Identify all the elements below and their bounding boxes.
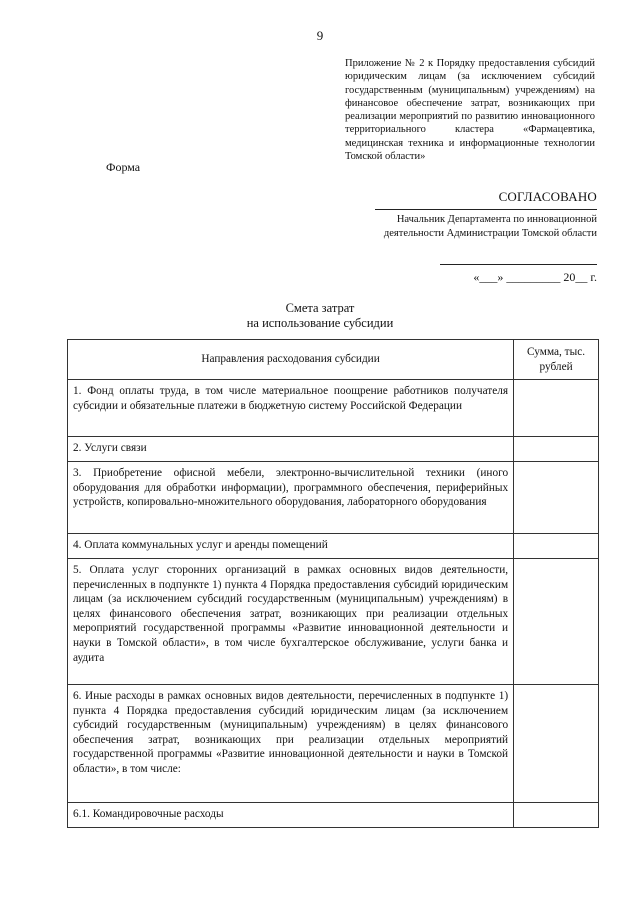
- row-amount-cell[interactable]: [514, 685, 599, 803]
- approval-date-line: «___» _________ 20__ г.: [473, 270, 597, 284]
- form-label: Форма: [106, 160, 141, 174]
- appendix-note: Приложение № 2 к Порядку предоставления субсидий юридическим лицам (за исключением субсидий государственным (муниципальным) учреждениям) на финансовое обеспечение затрат, возникающих при реализации мероприятий по развитию инновационного территориального кластера «Фармацевтика, медицинская техника и информационные технологии Томской области»: [345, 58, 595, 163]
- row-description: 3. Приобретение офисной мебели, электронно-вычислительной техники (иного оборудования для обработки информации), программного обеспечения, периферийных устройств, копировально-множительного оборудования, лабораторного оборудования: [68, 462, 514, 534]
- table-row: [68, 437, 599, 462]
- approval-heading: СОГЛАСОВАНО: [498, 189, 597, 204]
- row-amount-cell[interactable]: [514, 803, 599, 828]
- row-description: 2. Услуги связи: [68, 437, 514, 462]
- row-amount-cell[interactable]: [514, 534, 599, 559]
- row-amount-cell[interactable]: [514, 380, 599, 437]
- table-row: [68, 559, 599, 685]
- budget-table: [67, 339, 599, 828]
- page-number: 9: [316, 28, 324, 43]
- approver-title-line1: Начальник Департамента по инновационной: [396, 214, 597, 225]
- row-description: 1. Фонд оплаты труда, в том числе материальное поощрение работников получателя субсидии и обязательные платежи в бюджетную систему Российской Федерации: [68, 380, 514, 437]
- header-amount: Сумма, тыс. рублей: [514, 340, 599, 380]
- row-description: 5. Оплата услуг сторонних организаций в рамках основных видов деятельности, перечисленных в подпункте 1) пункта 4 Порядка предоставления субсидий юридическим лицам (за исключением субсидий государственным (муниципальным) учреждениям) в целях финансового обеспечения затрат, возникающих при реализации отдельных мероприятий государственной программы «Развитие инновационной деятельности и науки в Томской области», в том числе бухгалтерское обслуживание, услуги банка и аудита: [68, 559, 514, 685]
- row-description: 6. Иные расходы в рамках основных видов деятельности, перечисленных в подпункте 1) пункта 4 Порядка предоставления субсидий юридическим лицам (за исключением субсидий государственным (муниципальным) учреждениям) в целях финансового обеспечения затрат, возникающих при реализации отдельных мероприятий государственной программы «Развитие инновационной деятельности и науки в Томской области», в том числе:: [68, 685, 514, 803]
- document-title: [0, 301, 640, 331]
- table-row: [68, 462, 599, 534]
- table-row: [68, 685, 599, 803]
- table-row: [68, 803, 599, 828]
- title-line2: на использование субсидии: [246, 316, 394, 330]
- row-amount-cell[interactable]: [514, 559, 599, 685]
- table-header-row: [68, 340, 599, 380]
- row-amount-cell[interactable]: [514, 437, 599, 462]
- row-amount-cell[interactable]: [514, 462, 599, 534]
- table-row: [68, 380, 599, 437]
- row-description: 4. Оплата коммунальных услуг и аренды помещений: [68, 534, 514, 559]
- header-directions: Направления расходования субсидии: [68, 340, 514, 380]
- approver-block: [340, 213, 597, 241]
- signature-line-2: [440, 264, 597, 265]
- title-line1: Смета затрат: [285, 301, 355, 315]
- approver-title-line2: деятельности Администрации Томской области: [383, 228, 597, 239]
- row-description: 6.1. Командировочные расходы: [68, 803, 514, 828]
- signature-line: [375, 209, 597, 210]
- table-row: [68, 534, 599, 559]
